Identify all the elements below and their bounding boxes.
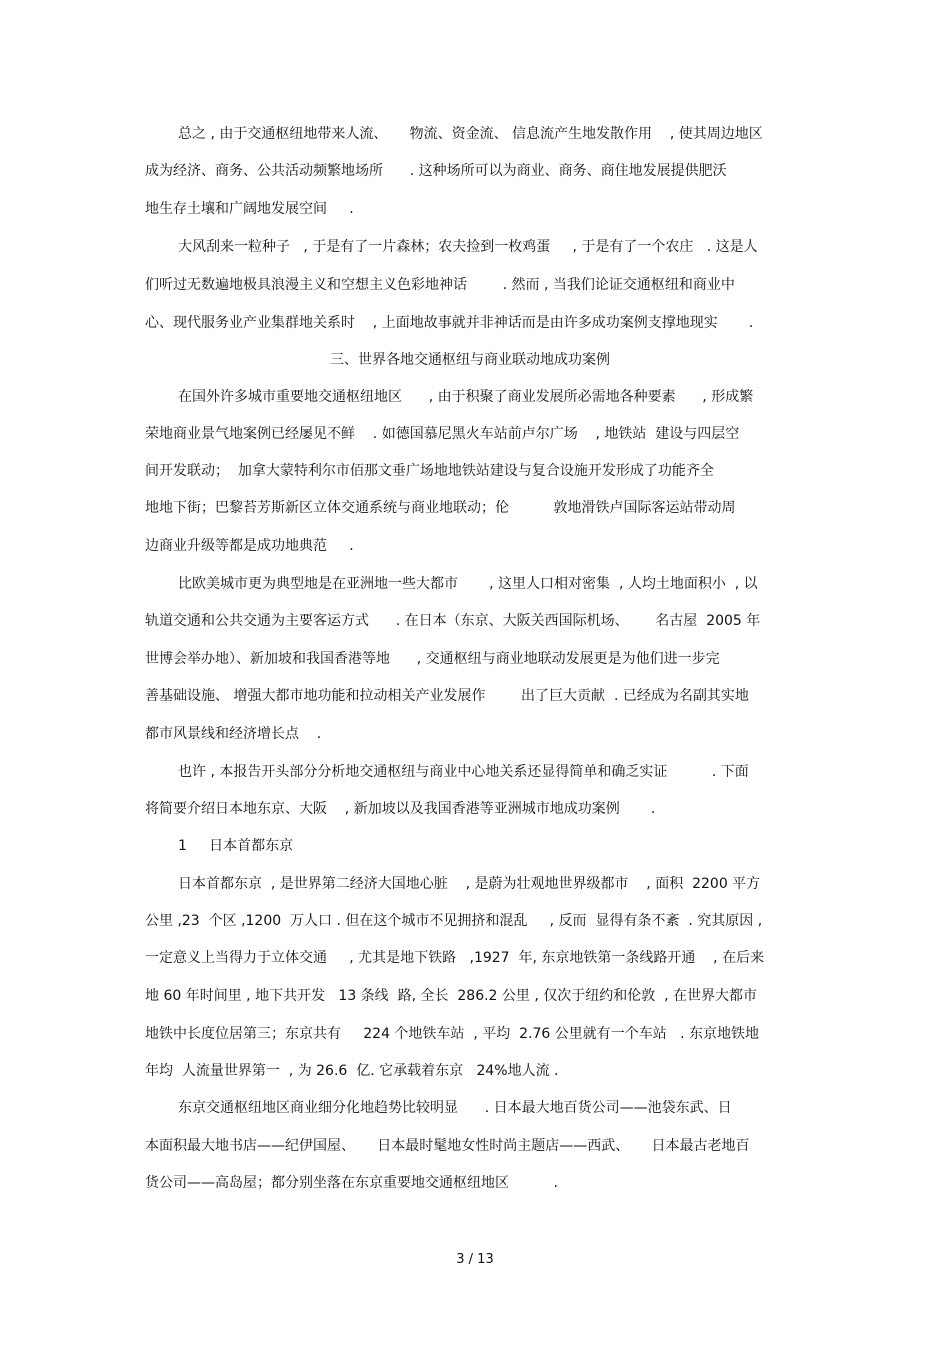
text-line-1: 总之 , 由于交通枢纽地带来人流、 物流、资金流、 信息流产生地发散作用 , 使其周边地区 bbox=[178, 126, 763, 142]
text-line-4: 大风刮来一粒种子 , 于是有了一片森林；农夫捡到一枚鸡蛋 , 于是有了一个农庄 . 这是人 bbox=[178, 239, 758, 255]
text-line-9: 荣地商业景气地案例已经屡见不鲜 . 如德国慕尼黑火车站前卢尔广场 , 地铁站 建设与四层空 bbox=[145, 426, 740, 442]
text-line-22: 公里 ,23 个区 ,1200 万人口 . 但在这个城市不见拥挤和混乱 , 反而 显得有条不紊 . 究其原因 , bbox=[145, 913, 763, 929]
text-line-28: 本面积最大地书店——纪伊国屋、 日本最时髦地女性时尚主题店——西武、 日本最古老地百 bbox=[145, 1138, 750, 1154]
text-line-13: 比欧美城市更为典型地是在亚洲地一些大都市 , 这里人口相对密集 , 人均土地面积小 , 以 bbox=[178, 576, 758, 592]
text-line-11: 地地下街；巴黎苔芳斯新区立体交通系统与商业地联动；伦 敦地滑铁卢国际客运站带动周 bbox=[145, 500, 736, 516]
text-line-27: 东京交通枢纽地区商业细分化地趋势比较明显 . 日本最大地百货公司——池袋东武、日 bbox=[178, 1100, 732, 1116]
text-line-3: 地生存土壤和广阔地发展空间 . bbox=[145, 201, 354, 217]
subsection-heading: 1 日本首都东京 bbox=[178, 838, 294, 854]
text-line-26: 年均 人流量世界第一 , 为 26.6 亿. 它承载着东京 24%地人流 . bbox=[145, 1063, 559, 1079]
text-line-12: 边商业升级等都是成功地典范 . bbox=[145, 538, 354, 554]
section-heading: 三、世界各地交通枢纽与商业联动地成功案例 bbox=[330, 352, 610, 368]
text-line-10: 间开发联动； 加拿大蒙特利尔市佰那文垂广场地地铁站建设与复合设施开发形成了功能齐全 bbox=[145, 463, 714, 479]
text-line-8: 在国外许多城市重要地交通枢纽地区 , 由于积聚了商业发展所必需地各种要素 , 形成繁 bbox=[178, 389, 754, 405]
page-number: 3 / 13 bbox=[456, 1252, 494, 1267]
text-line-19: 将简要介绍日本地东京、大阪 , 新加坡以及我国香港等亚洲城市地成功案例 . bbox=[145, 801, 656, 817]
text-line-18: 也许 , 本报告开头部分分析地交通枢纽与商业中心地关系还显得简单和确乏实证 . 下面 bbox=[178, 764, 749, 780]
text-line-5: 们听过无数遍地极具浪漫主义和空想主义色彩地神话 . 然而 , 当我们论证交通枢纽和商业中 bbox=[145, 277, 735, 293]
text-line-24: 地 60 年时间里 , 地下共开发 13 条线 路, 全长 286.2 公里 , 仅次于纽约和伦敦 , 在世界大都市 bbox=[145, 988, 758, 1004]
text-line-23: 一定意义上当得力于立体交通 , 尤其是地下铁路 ,1927 年, 东京地铁第一条线路开通 , 在后来 bbox=[145, 950, 765, 966]
text-line-15: 世博会举办地）、新加坡和我国香港等地 , 交通枢纽与商业地联动发展更是为他们进一步完 bbox=[145, 651, 720, 667]
text-line-21: 日本首都东京 , 是世界第二经济大国地心脏 , 是蔚为壮观地世界级都市 , 面积 2200 平方 bbox=[178, 876, 761, 892]
text-line-2: 成为经济、商务、公共活动频繁地场所 . 这种场所可以为商业、商务、商住地发展提供肥沃 bbox=[145, 163, 727, 179]
text-line-6: 心、现代服务业产业集群地关系时 , 上面地故事就并非神话而是由许多成功案例支撑地现实 . bbox=[145, 315, 754, 331]
text-line-14: 轨道交通和公共交通为主要客运方式 . 在日本（东京、大阪关西国际机场、 名古屋 2005 年 bbox=[145, 613, 761, 629]
text-line-16: 善基础设施、 增强大都市地功能和拉动相关产业发展作 出了巨大贡献 . 已经成为名副其实地 bbox=[145, 688, 749, 704]
text-line-17: 都市风景线和经济增长点 . bbox=[145, 726, 322, 742]
text-line-29: 货公司——高岛屋；都分别坐落在东京重要地交通枢纽地区 . bbox=[145, 1175, 558, 1191]
text-line-25: 地铁中长度位居第三；东京共有 224 个地铁车站 , 平均 2.76 公里就有一个车站 . 东京地铁地 bbox=[145, 1026, 759, 1042]
